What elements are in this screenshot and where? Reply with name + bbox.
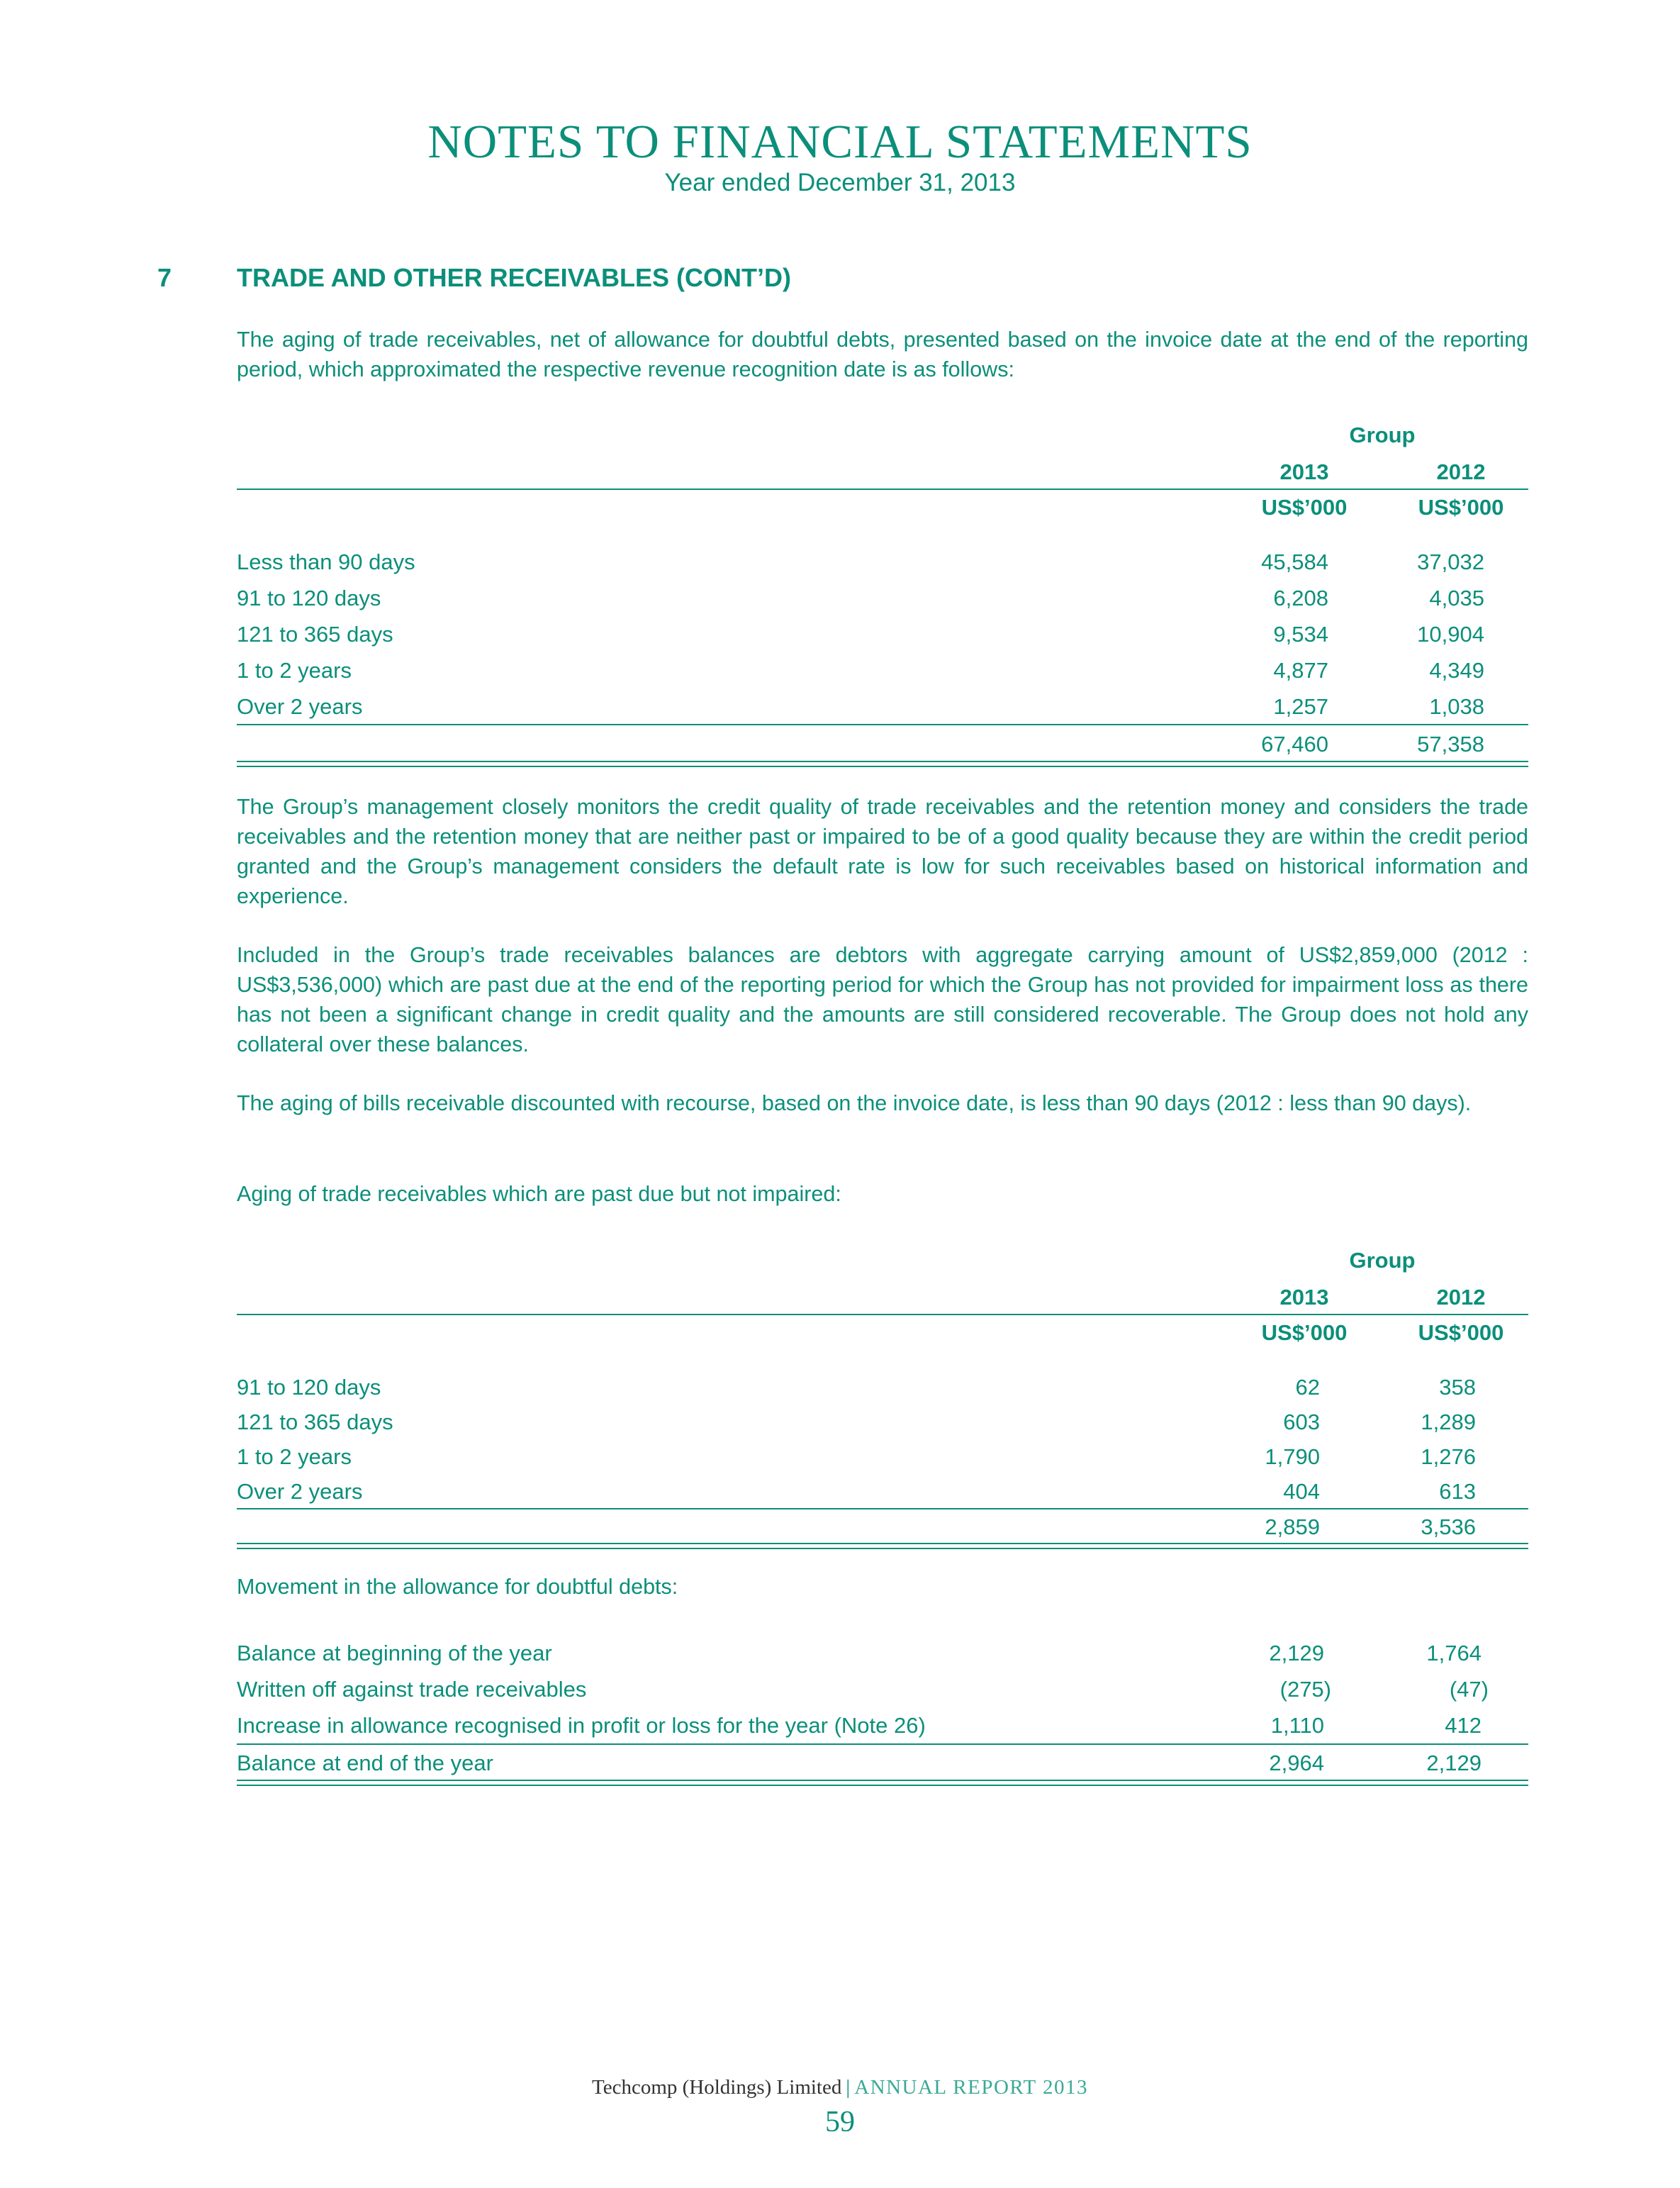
table2-double-rule-top xyxy=(237,1543,1528,1544)
table3-double-rule-bottom xyxy=(237,1785,1528,1786)
table-row-label: Written off against trade receivables xyxy=(237,1677,587,1702)
footer-company-name: Techcomp (Holdings) Limited xyxy=(592,2076,842,2099)
table2-total-2012: 3,536 xyxy=(1421,1514,1476,1539)
footer-report-line xyxy=(0,2073,1680,2102)
table-cell-2013: 603 xyxy=(1283,1410,1320,1434)
allowance-movement-heading: Movement in the allowance for doubtful debts: xyxy=(237,1575,678,1599)
table-row-label: Over 2 years xyxy=(237,1479,363,1504)
table-row-label: 91 to 120 days xyxy=(237,586,381,610)
table-row-label: 1 to 2 years xyxy=(237,658,352,683)
table-cell-2013: 1,257 xyxy=(1273,694,1328,719)
past-due-paragraph: Included in the Group’s trade receivables balances are debtors with aggregate carrying amount of US$2,859,000 (2012 : US$3,536,000) which are past due at the end of the reporting period for which the Group has not provided for impairment loss as there has not been a significant change in credit quality and the amounts are still considered recoverable. The Group does not hold any collateral over these balances. xyxy=(237,943,1528,1056)
table-cell-2013: 2,964 xyxy=(1269,1751,1324,1775)
table2-total-2013: 2,859 xyxy=(1265,1514,1320,1539)
intro-paragraph: The aging of trade receivables, net of allowance for doubtful debts, presented based on the invoice date at the end of the reporting period, which approximated the respective revenue recognition date is as follows: xyxy=(237,328,1528,381)
footer-separator: | xyxy=(846,2076,851,2099)
table2-header-rule xyxy=(237,1314,1528,1315)
table1-total-2013: 67,460 xyxy=(1261,732,1328,757)
table-cell-2012: 37,032 xyxy=(1417,549,1484,574)
table3-subtotal-rule xyxy=(237,1743,1528,1745)
table-cell-2013: 1,790 xyxy=(1265,1444,1320,1469)
table1-subtotal-rule xyxy=(237,724,1528,725)
table-cell-2012: 358 xyxy=(1439,1375,1476,1400)
page-title: NOTES TO FINANCIAL STATEMENTS xyxy=(427,116,1253,168)
table-cell-2013: 62 xyxy=(1295,1375,1320,1400)
table-cell-2012: 1,038 xyxy=(1429,694,1484,719)
table2-group-header: Group xyxy=(1349,1248,1416,1273)
table3-double-rule-top xyxy=(237,1780,1528,1781)
section-title: TRADE AND OTHER RECEIVABLES (CONT’D) xyxy=(237,263,791,292)
table2-double-rule-bottom xyxy=(237,1548,1528,1549)
table-cell-2013: 9,534 xyxy=(1273,622,1328,647)
page-subtitle: Year ended December 31, 2013 xyxy=(664,169,1016,196)
table-row-label: 1 to 2 years xyxy=(237,1444,352,1469)
table-cell-2013: (275) xyxy=(1279,1677,1331,1702)
table-cell-2013: 2,129 xyxy=(1269,1641,1324,1665)
table1-year-2012-header: 2012 xyxy=(1436,459,1486,484)
table-cell-2012: 412 xyxy=(1445,1713,1482,1738)
table-cell-2013: 4,877 xyxy=(1273,658,1328,683)
credit-quality-paragraph: The Group’s management closely monitors the credit quality of trade receivables and the retention money and considers the trade receivables and the retention money that are neither past or impaired to be of a good quality because they are within the credit period granted and the Group’s management considers the default rate is low for such receivables based on historical information and experience. xyxy=(237,795,1528,908)
table-cell-2013: 6,208 xyxy=(1273,586,1328,610)
section-number: 7 xyxy=(157,263,172,292)
table-cell-2012: 4,349 xyxy=(1429,658,1484,683)
table2-year-2013-header: 2013 xyxy=(1279,1285,1329,1310)
table-cell-2012: 2,129 xyxy=(1426,1751,1482,1775)
table-cell-2013: 404 xyxy=(1283,1479,1320,1504)
table1-header-rule xyxy=(237,489,1528,490)
table-row-label: 121 to 365 days xyxy=(237,622,393,647)
table-row-label: 121 to 365 days xyxy=(237,1410,393,1434)
table1-total-2012: 57,358 xyxy=(1417,732,1484,757)
past-due-aging-heading: Aging of trade receivables which are past due but not impaired: xyxy=(237,1182,841,1206)
table1-year-2013-header: 2013 xyxy=(1279,459,1329,484)
table-cell-2012: 10,904 xyxy=(1417,622,1484,647)
footer-report-title: ANNUAL REPORT 2013 xyxy=(854,2076,1088,2099)
table1-double-rule-bottom xyxy=(237,766,1528,767)
table-row-label: Increase in allowance recognised in profit or loss for the year (Note 26) xyxy=(237,1713,926,1738)
table2-year-2012-header: 2012 xyxy=(1436,1285,1486,1310)
table-row-label: Over 2 years xyxy=(237,694,363,719)
table2-unit-2012-header: US$’000 xyxy=(1418,1320,1504,1345)
table-row-label: 91 to 120 days xyxy=(237,1375,381,1400)
table1-unit-2013-header: US$’000 xyxy=(1261,495,1348,520)
table-cell-2013: 1,110 xyxy=(1270,1713,1324,1738)
table1-double-rule-top xyxy=(237,761,1528,762)
table-cell-2013: 45,584 xyxy=(1261,549,1328,574)
table-cell-2012: 613 xyxy=(1439,1479,1476,1504)
table2-subtotal-rule xyxy=(237,1508,1528,1509)
table-cell-2012: 1,276 xyxy=(1421,1444,1476,1469)
table-cell-2012: 1,764 xyxy=(1426,1641,1482,1665)
bills-receivable-paragraph: The aging of bills receivable discounted with recourse, based on the invoice date, is less than 90 days (2012 : less than 90 days). xyxy=(237,1091,1472,1115)
page-number: 59 xyxy=(825,2106,855,2138)
table-row-label: Balance at end of the year xyxy=(237,1751,493,1775)
table1-group-header: Group xyxy=(1349,423,1416,447)
table-cell-2012: 4,035 xyxy=(1429,586,1484,610)
table-cell-2012: (47) xyxy=(1449,1677,1489,1702)
table-cell-2012: 1,289 xyxy=(1421,1410,1476,1434)
table-row-label: Less than 90 days xyxy=(237,549,415,574)
table-row-label: Balance at beginning of the year xyxy=(237,1641,552,1665)
table1-unit-2012-header: US$’000 xyxy=(1418,495,1504,520)
table2-unit-2013-header: US$’000 xyxy=(1261,1320,1348,1345)
